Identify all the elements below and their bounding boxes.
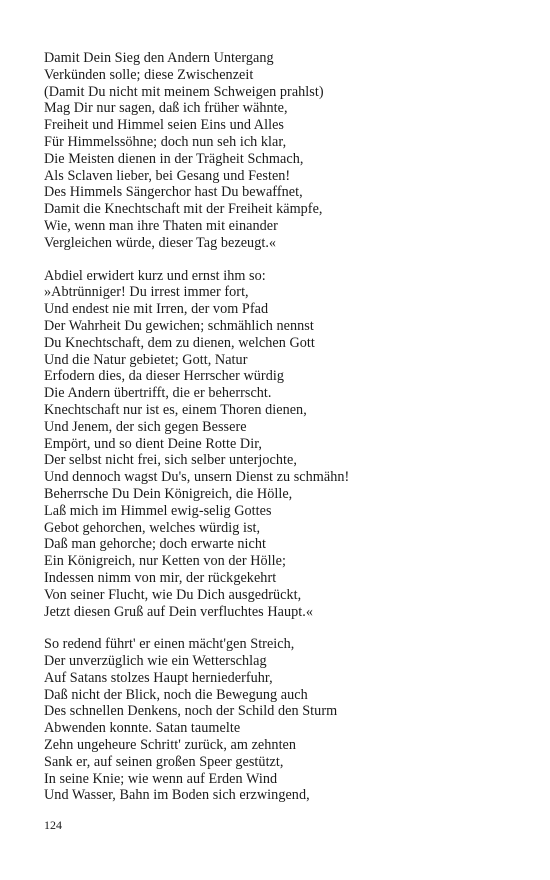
verse-line: Indessen nimm von mir, der rückgekehrt [44, 569, 277, 586]
verse-line: Wie, wenn man ihre Thaten mit einander [44, 217, 278, 234]
verse-line: Und endest nie mit Irren, der vom Pfad [44, 301, 269, 318]
poem-text [44, 50, 514, 820]
verse-line: Verkünden solle; diese Zwischenzeit [44, 66, 254, 83]
verse-line: Ein Königreich, nur Ketten von der Hölle; [44, 553, 286, 570]
verse-line: Beherrsche Du Dein Königreich, die Hölle, [44, 485, 293, 502]
verse-line: In seine Knie; wie wenn auf Erden Wind [44, 770, 278, 787]
verse-line: Die Andern übertrifft, die er beherrscht. [44, 385, 272, 402]
verse-line: Freiheit und Himmel seien Eins und Alles [44, 117, 285, 134]
verse-line: Zehn ungeheure Schritt' zurück, am zehnten [44, 737, 297, 754]
verse-line: »Abtrünniger! Du irrest immer fort, [44, 284, 249, 301]
verse-line: Für Himmelssöhne; doch nun seh ich klar, [44, 133, 287, 150]
verse-line: So redend führt' er einen mächt'gen Streich, [44, 636, 295, 653]
verse-line: Mag Dir nur sagen, daß ich früher wähnte, [44, 100, 288, 117]
verse-line: Als Sclaven lieber, bei Gesang und Festen! [44, 167, 291, 184]
verse-line: Des Himmels Sängerchor hast Du bewaffnet, [44, 184, 303, 201]
verse-line: Abdiel erwidert kurz und ernst ihm so: [44, 267, 266, 284]
verse-line: Erfodern dies, da dieser Herrscher würdig [44, 368, 284, 385]
verse-line: Jetzt diesen Gruß auf Dein verfluchtes Haupt.« [44, 603, 314, 620]
stanza [44, 268, 514, 621]
verse-line: Des schnellen Denkens, noch der Schild den Sturm [44, 703, 338, 720]
verse-line: Und Wasser, Bahn im Boden sich erzwingend, [44, 787, 310, 804]
verse-line: Damit die Knechtschaft mit der Freiheit kämpfe, [44, 201, 323, 218]
verse-line: Der Wahrheit Du gewichen; schmählich nennst [44, 317, 314, 334]
verse-line: Laß mich im Himmel ewig-selig Gottes [44, 502, 272, 519]
verse-line: Der unverzüglich wie ein Wetterschlag [44, 653, 267, 670]
verse-line: Sank er, auf seinen großen Speer gestützt, [44, 753, 284, 770]
verse-line: Daß nicht der Blick, noch die Bewegung auch [44, 686, 308, 703]
verse-line: Empört, und so dient Deine Rotte Dir, [44, 435, 263, 452]
verse-line: Auf Satans stolzes Haupt herniederfuhr, [44, 669, 273, 686]
verse-line: Und Jenem, der sich gegen Bessere [44, 418, 247, 435]
verse-line: Der selbst nicht frei, sich selber unterjochte, [44, 452, 297, 469]
page-number: 124 [44, 818, 62, 832]
verse-line: Abwenden konnte. Satan taumelte [44, 720, 241, 737]
verse-line: (Damit Du nicht mit meinem Schweigen prahlst) [44, 83, 324, 100]
verse-line: Daß man gehorche; doch erwarte nicht [44, 536, 267, 553]
verse-line: Und die Natur gebietet; Gott, Natur [44, 351, 248, 368]
stanza [44, 636, 514, 804]
verse-line: Die Meisten dienen in der Trägheit Schmach, [44, 150, 304, 167]
verse-line: Damit Dein Sieg den Andern Untergang [44, 50, 274, 66]
verse-line: Von seiner Flucht, wie Du Dich ausgedrückt, [44, 586, 302, 603]
verse-line: Vergleichen würde, dieser Tag bezeugt.« [44, 234, 277, 251]
stanza [44, 50, 514, 252]
verse-line: Und dennoch wagst Du's, unsern Dienst zu schmähn! [44, 469, 350, 486]
verse-line: Gebot gehorchen, welches würdig ist, [44, 519, 261, 536]
verse-line: Knechtschaft nur ist es, einem Thoren dienen, [44, 401, 307, 418]
verse-line: Du Knechtschaft, dem zu dienen, welchen Gott [44, 334, 315, 351]
